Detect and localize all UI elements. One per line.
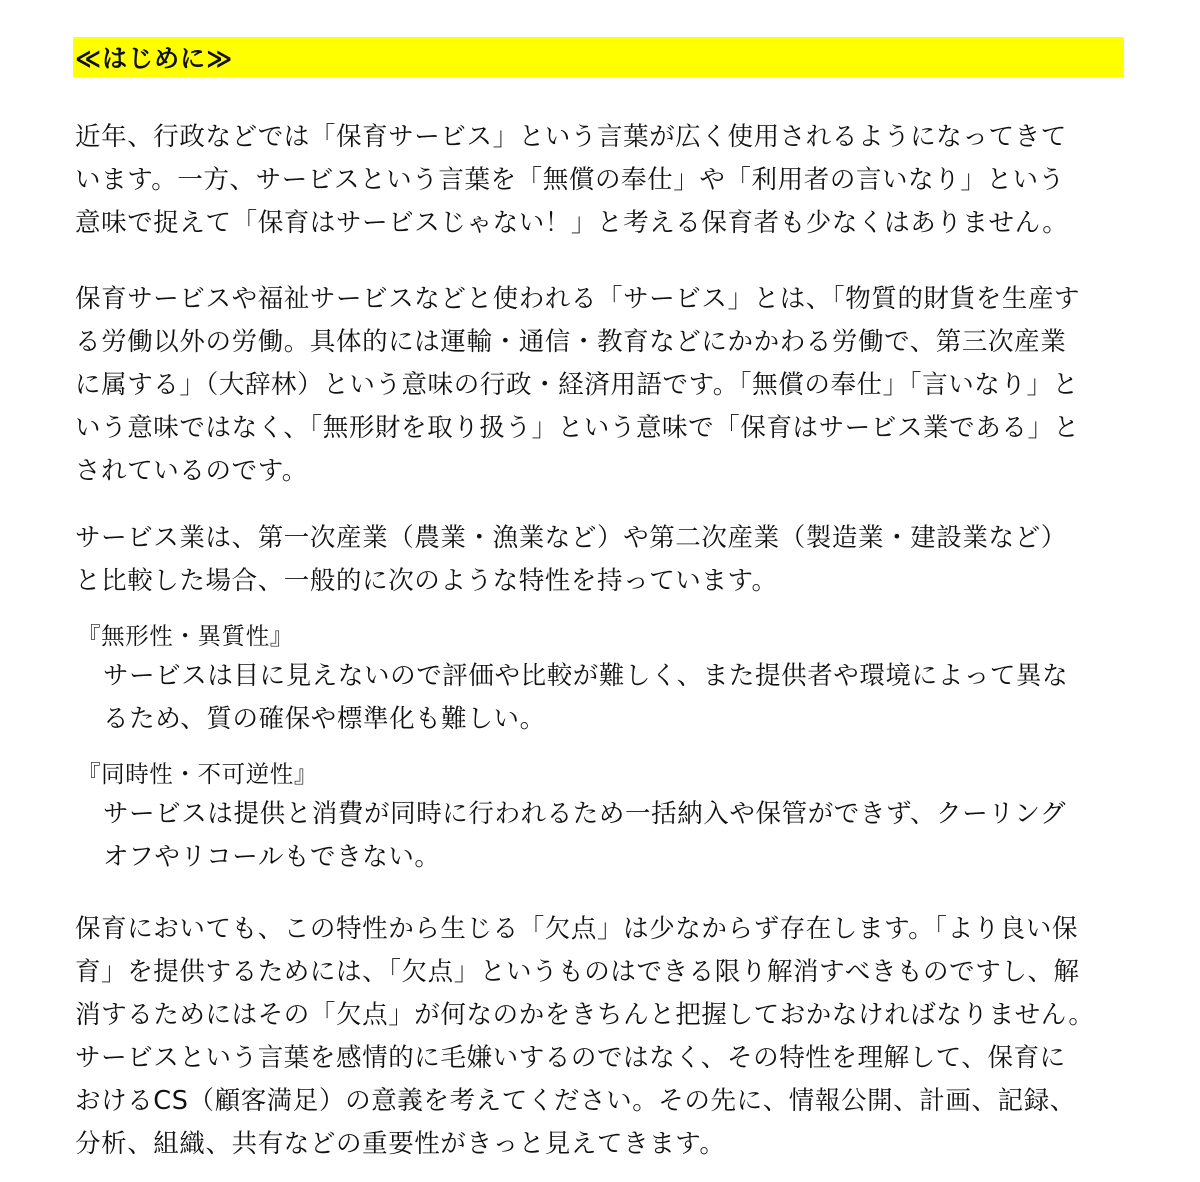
- text-line: オフやリコールもできない。: [103, 842, 441, 872]
- comparison-paragraph: [75, 517, 1135, 603]
- text-line: と比較した場合、一般的に次のような特性を持っています。: [75, 566, 778, 596]
- text-line: 保育サービスや福祉サービスなどと使われる「サービス」とは、「物質的財貨を生産す: [75, 284, 1081, 314]
- text-line: サービスという言葉を感情的に毛嫌いするのではなく、その特性を理解して、保育に: [75, 1043, 1066, 1073]
- text-line: 意味で捉えて「保育はサービスじゃない！」と考える保育者も少なくはありません。: [75, 208, 1069, 238]
- text-line: 保育においても、この特性から生じる「欠点」は少なからず存在します。「より良い保: [75, 914, 1079, 944]
- text-line: サービス業は、第一次産業（農業・漁業など）や第二次産業（製造業・建設業など）: [75, 523, 1067, 553]
- conclusion-paragraph: [75, 908, 1135, 1166]
- definition-paragraph: [75, 278, 1135, 493]
- text-line: るため、質の確保や標準化も難しい。: [103, 704, 546, 734]
- text-line: 育」を提供するためには、「欠点」というものはできる限り解消すべきものですし、解: [75, 957, 1080, 987]
- text-line: る労働以外の労働。具体的には運輸・通信・教育などにかかわる労働で、第三次産業: [75, 327, 1067, 357]
- text-line: サービスは提供と消費が同時に行われるため一括納入や保管ができず、クーリング: [103, 799, 1067, 829]
- intro-paragraph: [75, 116, 1135, 245]
- section-heading: ≪はじめに≫: [75, 44, 234, 73]
- text-line: 分析、組織、共有などの重要性がきっと見えてきます。: [75, 1129, 726, 1159]
- feature-title-simultaneity: 『同時性・不可逆性』: [77, 760, 318, 788]
- text-line: いう意味ではなく、「無形財を取り扱う」という意味で「保育はサービス業である」と: [75, 413, 1080, 443]
- heading-highlight-bar: [73, 37, 1124, 77]
- text-line: います。一方、サービスという言葉を「無償の奉仕」や「利用者の言いなり」という: [75, 165, 1065, 195]
- text-line: 消するためにはその「欠点」が何なのかをきちんと把握しておかなければなりません。: [75, 1000, 1095, 1030]
- feature-body-intangibility: [103, 655, 1133, 741]
- text-line: されているのです。: [75, 456, 308, 486]
- text-line: おけるCS（顧客満足）の意義を考えてください。その先に、情報公開、計画、記録、: [75, 1086, 1076, 1116]
- feature-title-intangibility: 『無形性・異質性』: [77, 622, 294, 650]
- text-line: サービスは目に見えないので評価や比較が難しく、また提供者や環境によって異な: [103, 661, 1069, 691]
- text-line: に属する」（大辞林）という意味の行政・経済用語です。「無償の奉仕」「言いなり」と: [75, 370, 1079, 400]
- text-line: 近年、行政などでは「保育サービス」という言葉が広く使用されるようになってきて: [75, 122, 1067, 152]
- feature-body-simultaneity: [103, 793, 1133, 879]
